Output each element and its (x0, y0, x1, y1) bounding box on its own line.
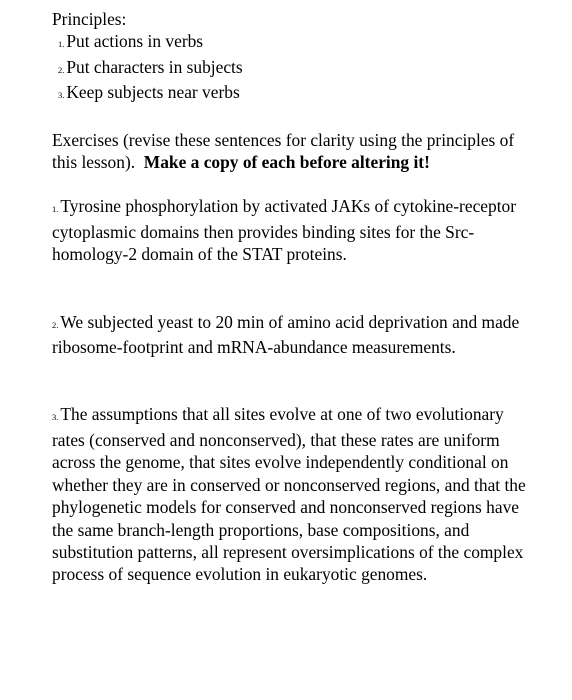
exercise-number: 1. (52, 204, 59, 215)
exercises-intro (52, 129, 532, 174)
exercise-number: 2. (52, 319, 59, 330)
principle-text: Put characters in subjects (66, 56, 243, 77)
exercise-number: 3. (52, 412, 59, 423)
exercise-item (52, 311, 532, 359)
principles-list (52, 30, 532, 106)
principles-section (52, 8, 532, 107)
principle-item (58, 56, 532, 81)
principles-heading: Principles: (52, 9, 127, 29)
exercise-item (52, 195, 532, 265)
exercise-text: We subjected yeast to 20 min of amino acid deprivation and made ribosome-footprint and mRNA-abundance measurements. (52, 311, 520, 358)
exercise-item (52, 403, 532, 585)
principle-number: 3. (58, 90, 65, 101)
exercise-text: Tyrosine phosphorylation by activated JAKs of cytokine-receptor cytoplasmic domains then provides binding sites for the Src-homology-2 domain of the STAT proteins. (52, 196, 517, 265)
principle-text: Put actions in verbs (66, 31, 204, 52)
principle-item (58, 81, 532, 106)
principle-text: Keep subjects near verbs (66, 82, 240, 103)
principle-item (58, 30, 532, 55)
principle-number: 2. (58, 64, 65, 75)
principle-number: 1. (58, 39, 65, 50)
exercise-text: The assumptions that all sites evolve at one of two evolutionary rates (conserved and nonconserved), that these rates are uniform across the genome, that sites evolve independently conditional on whether they are in conserved or nonconserved regions, and that the phylogenetic models for conserved and nonconserved regions have the same branch-length proportions, base compositions, and substitution patterns, all represent oversimplications of the complex process of sequence evolution in eukaryotic genomes. (52, 404, 526, 585)
exercises-intro-text: Exercises (revise these sentences for clarity using the principles of this lesson). (52, 129, 515, 173)
exercises-intro-bold: Make a copy of each before altering it! (143, 152, 430, 173)
